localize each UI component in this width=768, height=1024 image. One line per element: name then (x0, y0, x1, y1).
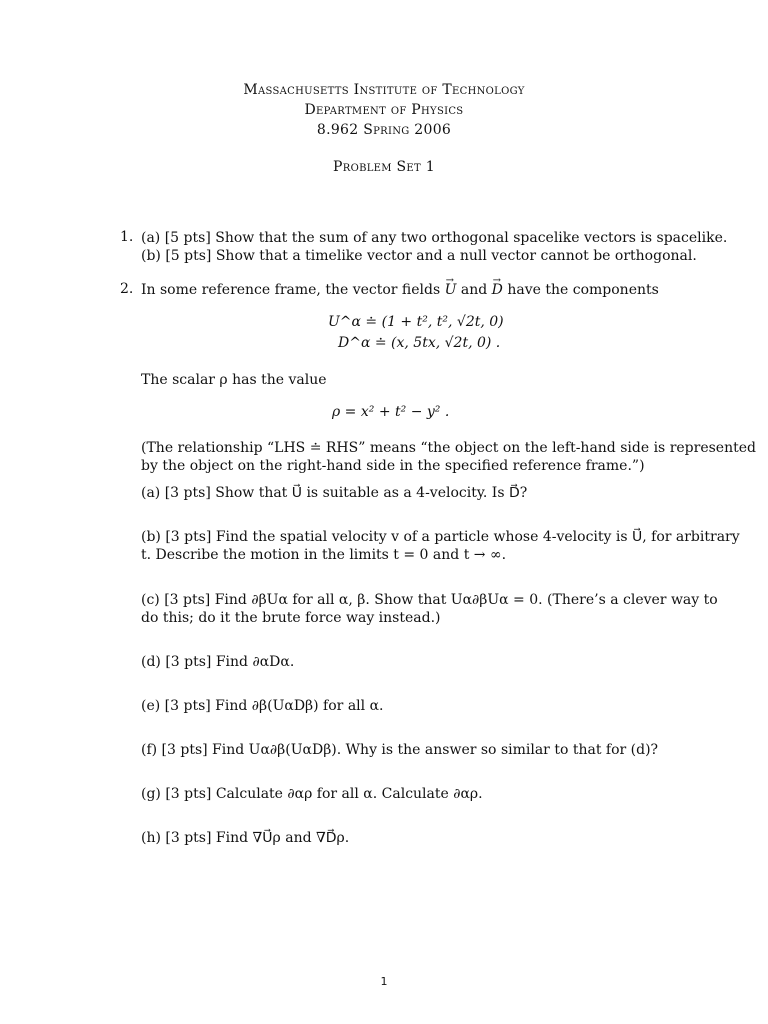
relationship-note-line-2: by the object on the right-hand side in the specified reference frame.”) (141, 458, 645, 474)
equation-D-components: D^α ≐ (x, 5tx, √2t, 0) . (338, 335, 501, 351)
problem-2-intro-pre: In some reference frame, the vector fields (141, 282, 445, 298)
problem-2h-text: (h) [3 pts] Find ∇U⃗ρ and ∇D⃗ρ. (141, 830, 350, 846)
problem-2e-text: (e) [3 pts] Find ∂β(UαDβ) for all α. (141, 698, 384, 714)
problem-2-intro (141, 281, 659, 299)
problem-1a-text: (a) [5 pts] Show that the sum of any two orthogonal spacelike vectors is spacelike. (141, 230, 728, 246)
problem-2c-text-line-1: (c) [3 pts] Find ∂βUα for all α, β. Show that Uα∂βUα = 0. (There’s a clever way to (141, 592, 718, 608)
problem-set-title: Problem Set 1 (333, 159, 435, 175)
scalar-rho-text: The scalar ρ has the value (141, 372, 327, 388)
problem-2c-text-line-2: do this; do it the brute force way instead.) (141, 610, 441, 626)
problem-2b-text-line-1: (b) [3 pts] Find the spatial velocity v of a particle whose 4-velocity is U⃗, for arbitrary (141, 529, 740, 545)
problem-2-intro-mid: and (456, 282, 492, 298)
problem-2-number: 2. (120, 281, 134, 297)
problem-2b-text-line-2: t. Describe the motion in the limits t = 0 and t → ∞. (141, 547, 507, 563)
course-heading: 8.962 Spring 2006 (316, 122, 452, 138)
problem-2f-text: (f) [3 pts] Find Uα∂β(UαDβ). Why is the answer so similar to that for (d)? (141, 742, 659, 758)
problem-2-intro-post: have the components (502, 282, 659, 298)
problem-1b-text: (b) [5 pts] Show that a timelike vector and a null vector cannot be orthogonal. (141, 248, 697, 264)
vector-D-symbol: → D (492, 281, 503, 299)
page-number: 1 (380, 975, 388, 988)
equation-rho: ρ = x² + t² − y² . (332, 404, 450, 420)
department-heading: Department of Physics (304, 102, 464, 118)
problem-2g-text: (g) [3 pts] Calculate ∂αρ for all α. Calculate ∂αρ. (141, 786, 483, 802)
problem-2a-text: (a) [3 pts] Show that U⃗ is suitable as a 4-velocity. Is D⃗? (141, 485, 528, 501)
problem-2d-text: (d) [3 pts] Find ∂αDα. (141, 654, 295, 670)
problem-1-number: 1. (120, 229, 134, 245)
vector-U-symbol: → U (445, 281, 457, 299)
relationship-note-line-1: (The relationship “LHS ≐ RHS” means “the object on the left-hand side is represented (141, 440, 756, 456)
equation-U-components: U^α ≐ (1 + t², t², √2t, 0) (328, 314, 504, 330)
institution-heading: Massachusetts Institute of Technology (243, 82, 525, 98)
